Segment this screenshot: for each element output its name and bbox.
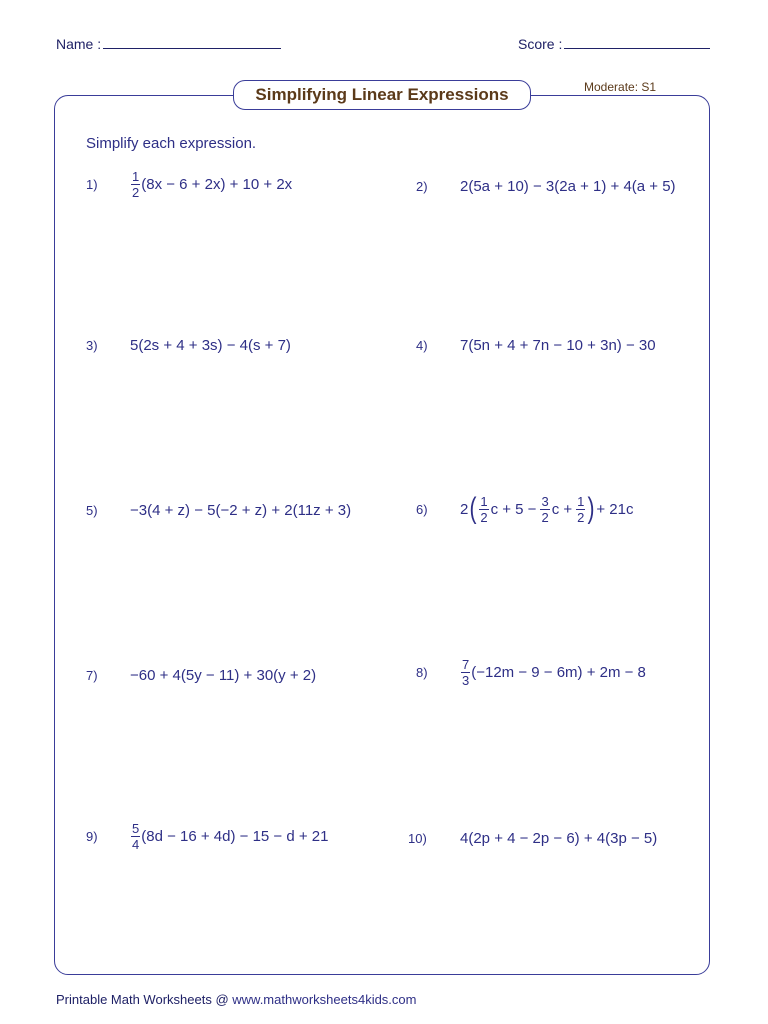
instruction: Simplify each expression.: [86, 135, 257, 152]
score-line: [564, 34, 710, 49]
difficulty-level: Moderate: S1: [584, 80, 657, 94]
footer: [56, 992, 416, 1007]
expression: (8x − 6 + 2x) + 10 + 2x: [141, 176, 293, 193]
footer-prefix: Printable Math Worksheets @: [56, 992, 233, 1007]
problem-number: 4): [416, 338, 428, 353]
title-text: Simplifying Linear Expressions: [255, 85, 509, 104]
fraction: $\frac{5}{4}$: [132, 821, 140, 852]
expression: 2 ( $\frac{1}{2}$ c + 5 − $\frac{3}{2}$ c + $\frac{1}{2}$ ) + 21c: [460, 492, 634, 525]
problem-number: 7): [86, 668, 98, 683]
fraction: $\frac{1}{2}$: [132, 169, 140, 200]
footer-site-link[interactable]: www.mathworksheets4kids.com: [232, 992, 417, 1007]
expression: 7(5n + 4 + 7n − 10 + 3n) − 30: [460, 337, 656, 354]
problem-9: [86, 822, 328, 851]
expression: (−12m − 9 − 6m) + 2m − 8: [471, 664, 646, 681]
problem-4: [416, 337, 656, 354]
score-field: [518, 34, 710, 52]
fraction: $\frac{1}{2}$: [480, 493, 488, 525]
name-field: [56, 34, 281, 52]
expression: 4(2p + 4 − 2p − 6) + 4(3p − 5): [460, 830, 658, 847]
expression: 5(2s + 4 + 3s) − 4(s + 7): [130, 337, 291, 354]
problem-number: 8): [416, 665, 428, 680]
problem-number: 6): [416, 501, 428, 517]
problem-number: 9): [86, 829, 98, 844]
expression: 2(5a + 10) − 3(2a + 1) + 4(a + 5): [460, 178, 676, 195]
problem-1: [86, 170, 292, 199]
problem-number: 3): [86, 338, 98, 353]
expression: (8d − 16 + 4d) − 15 − d + 21: [141, 828, 329, 845]
problem-5: [86, 502, 351, 519]
problem-3: [86, 337, 291, 354]
expression: −3(4 + z) − 5(−2 + z) + 2(11z + 3): [130, 502, 352, 519]
expression: −60 + 4(5y − 11) + 30(y + 2): [130, 667, 317, 684]
name-line: [103, 34, 281, 49]
problem-number: 5): [86, 503, 98, 518]
problem-6: [416, 494, 633, 524]
problem-7: [86, 667, 316, 684]
problem-number: 10): [408, 831, 427, 846]
fraction: $\frac{3}{2}$: [541, 493, 549, 525]
problem-number: 1): [86, 177, 98, 192]
worksheet-title: [233, 80, 531, 110]
problem-2: [416, 178, 676, 195]
name-label: Name :: [56, 36, 102, 52]
problem-number: 2): [416, 179, 428, 194]
problem-10: [408, 830, 657, 847]
fraction: $\frac{1}{2}$: [577, 493, 585, 525]
fraction: $\frac{7}{3}$: [462, 657, 470, 688]
problem-8: [416, 658, 646, 687]
score-label: Score :: [518, 36, 563, 52]
